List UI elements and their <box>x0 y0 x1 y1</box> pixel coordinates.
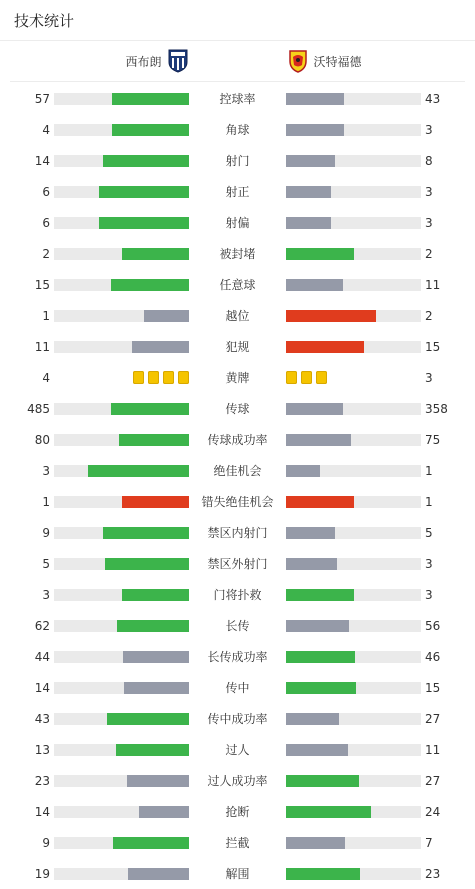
away-bar-track <box>286 186 421 198</box>
stat-label: 长传成功率 <box>207 650 268 664</box>
stat-label: 任意球 <box>219 278 256 292</box>
stat-label: 传球成功率 <box>207 433 268 447</box>
home-bar <box>103 155 189 167</box>
home-bar <box>122 589 190 601</box>
home-bar-track <box>54 713 189 725</box>
stat-label: 射偏 <box>225 216 250 230</box>
yellow-card-icon <box>316 371 327 384</box>
yellow-card-icon <box>178 371 189 384</box>
home-value: 485 <box>27 401 50 416</box>
stat-label: 抢断 <box>225 805 250 819</box>
stat-row <box>0 610 475 641</box>
stat-row <box>0 393 475 424</box>
away-value: 2 <box>425 246 433 261</box>
stat-row <box>0 455 475 486</box>
home-value: 9 <box>42 525 50 540</box>
away-value: 3 <box>425 587 433 602</box>
away-value: 27 <box>425 773 441 788</box>
stat-row <box>0 734 475 765</box>
home-bar-track <box>54 868 189 880</box>
stat-row <box>0 703 475 734</box>
away-value: 3 <box>425 184 433 199</box>
home-bar-track <box>54 837 189 849</box>
home-value: 2 <box>42 246 50 261</box>
home-value: 43 <box>34 711 50 726</box>
away-bar <box>286 775 359 787</box>
home-bar <box>112 93 189 105</box>
stat-label: 错失绝佳机会 <box>201 495 274 509</box>
stat-label: 被封堵 <box>219 247 256 261</box>
stat-label: 犯规 <box>225 340 250 354</box>
stat-row <box>0 827 475 858</box>
home-bar-track <box>54 806 189 818</box>
away-bar <box>286 465 320 477</box>
away-value: 11 <box>425 277 441 292</box>
away-bar <box>286 93 344 105</box>
stat-label: 绝佳机会 <box>213 464 262 478</box>
away-bar <box>286 217 331 229</box>
away-bar-track <box>286 279 421 291</box>
yellow-card-icon <box>286 371 297 384</box>
away-value: 3 <box>425 122 433 137</box>
away-value: 15 <box>425 680 441 695</box>
away-bar-track <box>286 558 421 570</box>
home-bar <box>139 806 189 818</box>
home-bar-track <box>54 93 189 105</box>
away-value: 56 <box>425 618 441 633</box>
away-value: 1 <box>425 494 433 509</box>
away-cards <box>286 371 421 384</box>
teams-header <box>10 41 465 82</box>
away-bar-track <box>286 434 421 446</box>
away-bar-track <box>286 527 421 539</box>
away-bar-track <box>286 651 421 663</box>
home-bar <box>123 651 189 663</box>
away-value: 1 <box>425 463 433 478</box>
home-bar-track <box>54 403 189 415</box>
away-bar <box>286 403 343 415</box>
home-bar-track <box>54 341 189 353</box>
away-bar <box>286 124 344 136</box>
away-bar <box>286 279 343 291</box>
stat-row <box>0 362 475 393</box>
yellow-card-icon <box>133 371 144 384</box>
home-value: 57 <box>34 91 50 106</box>
home-value: 19 <box>34 866 50 881</box>
home-bar <box>112 124 189 136</box>
home-bar-track <box>54 186 189 198</box>
away-bar <box>286 837 345 849</box>
stat-label: 射门 <box>225 154 250 168</box>
away-value: 43 <box>425 91 441 106</box>
stat-label: 传球 <box>225 402 250 416</box>
page-header <box>0 0 475 41</box>
away-bar <box>286 186 331 198</box>
stat-label: 解围 <box>225 867 250 881</box>
home-bar-track <box>54 248 189 260</box>
away-value: 24 <box>425 804 441 819</box>
home-value: 44 <box>34 649 50 664</box>
away-value: 8 <box>425 153 433 168</box>
home-bar <box>99 186 189 198</box>
stat-label: 禁区外射门 <box>207 557 268 571</box>
home-bar-track <box>54 155 189 167</box>
stat-label: 越位 <box>225 309 250 323</box>
stat-row <box>0 300 475 331</box>
stat-row <box>0 796 475 827</box>
away-bar <box>286 155 335 167</box>
home-bar <box>116 744 189 756</box>
home-bar <box>105 558 189 570</box>
stat-label: 控球率 <box>219 92 256 106</box>
stat-label: 射正 <box>225 185 250 199</box>
home-cards <box>54 371 189 384</box>
stat-row <box>0 269 475 300</box>
stat-label: 长传 <box>225 619 250 633</box>
home-value: 62 <box>34 618 50 633</box>
stat-label: 过人成功率 <box>207 774 268 788</box>
away-bar-track <box>286 775 421 787</box>
away-value: 2 <box>425 308 433 323</box>
home-bar <box>99 217 189 229</box>
home-bar <box>117 620 189 632</box>
away-value: 3 <box>425 556 433 571</box>
stat-row <box>0 207 475 238</box>
stat-row <box>0 486 475 517</box>
yellow-card-icon <box>148 371 159 384</box>
home-bar <box>103 527 189 539</box>
home-bar <box>113 837 189 849</box>
stat-row <box>0 83 475 114</box>
stat-label: 禁区内射门 <box>207 526 268 540</box>
home-team-name: 西布朗 <box>125 54 162 69</box>
stat-row <box>0 176 475 207</box>
stat-row <box>0 238 475 269</box>
away-bar-track <box>286 496 421 508</box>
home-value: 1 <box>42 308 50 323</box>
away-value: 46 <box>425 649 441 664</box>
home-bar <box>111 403 189 415</box>
stat-row <box>0 765 475 796</box>
away-bar-track <box>286 155 421 167</box>
stats-list <box>0 83 475 889</box>
home-bar <box>124 682 189 694</box>
home-value: 14 <box>34 680 50 695</box>
stat-row <box>0 641 475 672</box>
home-bar-track <box>54 465 189 477</box>
home-bar <box>122 496 190 508</box>
away-value: 3 <box>425 215 433 230</box>
away-value: 11 <box>425 742 441 757</box>
home-bar <box>127 775 189 787</box>
stat-row <box>0 548 475 579</box>
stat-row <box>0 858 475 889</box>
away-bar <box>286 868 360 880</box>
stat-row <box>0 331 475 362</box>
home-bar-track <box>54 682 189 694</box>
home-bar-track <box>54 310 189 322</box>
home-bar-track <box>54 217 189 229</box>
away-value: 27 <box>425 711 441 726</box>
away-bar-track <box>286 248 421 260</box>
away-bar-track <box>286 806 421 818</box>
away-bar <box>286 682 356 694</box>
away-value: 23 <box>425 866 441 881</box>
home-bar-track <box>54 124 189 136</box>
away-bar-track <box>286 465 421 477</box>
away-bar <box>286 434 351 446</box>
home-value: 14 <box>34 153 50 168</box>
home-bar-track <box>54 496 189 508</box>
home-bar <box>119 434 189 446</box>
home-bar-track <box>54 775 189 787</box>
away-bar <box>286 496 354 508</box>
away-bar <box>286 558 337 570</box>
away-team-crest-icon <box>288 49 308 73</box>
home-bar-track <box>54 558 189 570</box>
stat-label: 角球 <box>225 123 250 137</box>
away-bar <box>286 744 348 756</box>
away-bar-track <box>286 682 421 694</box>
stat-row <box>0 114 475 145</box>
away-bar <box>286 248 354 260</box>
away-value: 75 <box>425 432 441 447</box>
away-bar-track <box>286 403 421 415</box>
home-bar <box>88 465 189 477</box>
away-value: 7 <box>425 835 433 850</box>
away-bar <box>286 620 349 632</box>
home-value: 13 <box>34 742 50 757</box>
page-title: 技术统计 <box>14 11 75 30</box>
home-value: 11 <box>34 339 50 354</box>
away-bar-track <box>286 93 421 105</box>
stat-label: 黄牌 <box>225 371 250 385</box>
stat-label: 过人 <box>225 743 250 757</box>
stat-row <box>0 145 475 176</box>
home-bar-track <box>54 279 189 291</box>
away-bar-track <box>286 310 421 322</box>
home-bar <box>107 713 189 725</box>
away-value: 3 <box>425 370 433 385</box>
away-bar-track <box>286 589 421 601</box>
home-value: 6 <box>42 184 50 199</box>
away-bar <box>286 713 339 725</box>
stat-label: 拦截 <box>225 836 250 850</box>
home-value: 4 <box>42 370 50 385</box>
away-bar-track <box>286 341 421 353</box>
home-value: 1 <box>42 494 50 509</box>
home-value: 80 <box>34 432 50 447</box>
home-value: 3 <box>42 463 50 478</box>
home-bar-track <box>54 744 189 756</box>
home-value: 9 <box>42 835 50 850</box>
away-bar <box>286 806 371 818</box>
home-bar-track <box>54 651 189 663</box>
away-bar-track <box>286 713 421 725</box>
home-bar <box>128 868 189 880</box>
home-bar <box>111 279 189 291</box>
away-bar-track <box>286 868 421 880</box>
away-bar-track <box>286 217 421 229</box>
away-bar-track <box>286 620 421 632</box>
home-value: 5 <box>42 556 50 571</box>
home-bar <box>132 341 189 353</box>
home-value: 6 <box>42 215 50 230</box>
stat-label: 传中 <box>225 681 250 695</box>
away-bar <box>286 310 376 322</box>
home-bar-track <box>54 620 189 632</box>
home-team[interactable] <box>10 49 188 73</box>
away-team[interactable] <box>288 49 466 73</box>
stat-row <box>0 424 475 455</box>
away-value: 5 <box>425 525 433 540</box>
home-bar-track <box>54 527 189 539</box>
yellow-card-icon <box>163 371 174 384</box>
home-team-crest-icon <box>168 49 188 73</box>
stat-row <box>0 672 475 703</box>
stat-row <box>0 579 475 610</box>
home-bar-track <box>54 434 189 446</box>
away-bar <box>286 651 355 663</box>
away-value: 15 <box>425 339 441 354</box>
home-bar-track <box>54 589 189 601</box>
stat-label: 传中成功率 <box>207 712 268 726</box>
yellow-card-icon <box>301 371 312 384</box>
stat-label: 门将扑救 <box>213 588 262 602</box>
away-bar <box>286 589 354 601</box>
away-bar-track <box>286 124 421 136</box>
away-value: 358 <box>425 401 448 416</box>
away-bar <box>286 341 364 353</box>
home-value: 14 <box>34 804 50 819</box>
away-team-name: 沃特福德 <box>313 54 362 69</box>
stat-row <box>0 517 475 548</box>
away-bar-track <box>286 837 421 849</box>
home-value: 23 <box>34 773 50 788</box>
home-value: 3 <box>42 587 50 602</box>
home-value: 15 <box>34 277 50 292</box>
home-bar <box>122 248 190 260</box>
home-bar <box>144 310 189 322</box>
away-bar <box>286 527 335 539</box>
away-bar-track <box>286 744 421 756</box>
home-value: 4 <box>42 122 50 137</box>
